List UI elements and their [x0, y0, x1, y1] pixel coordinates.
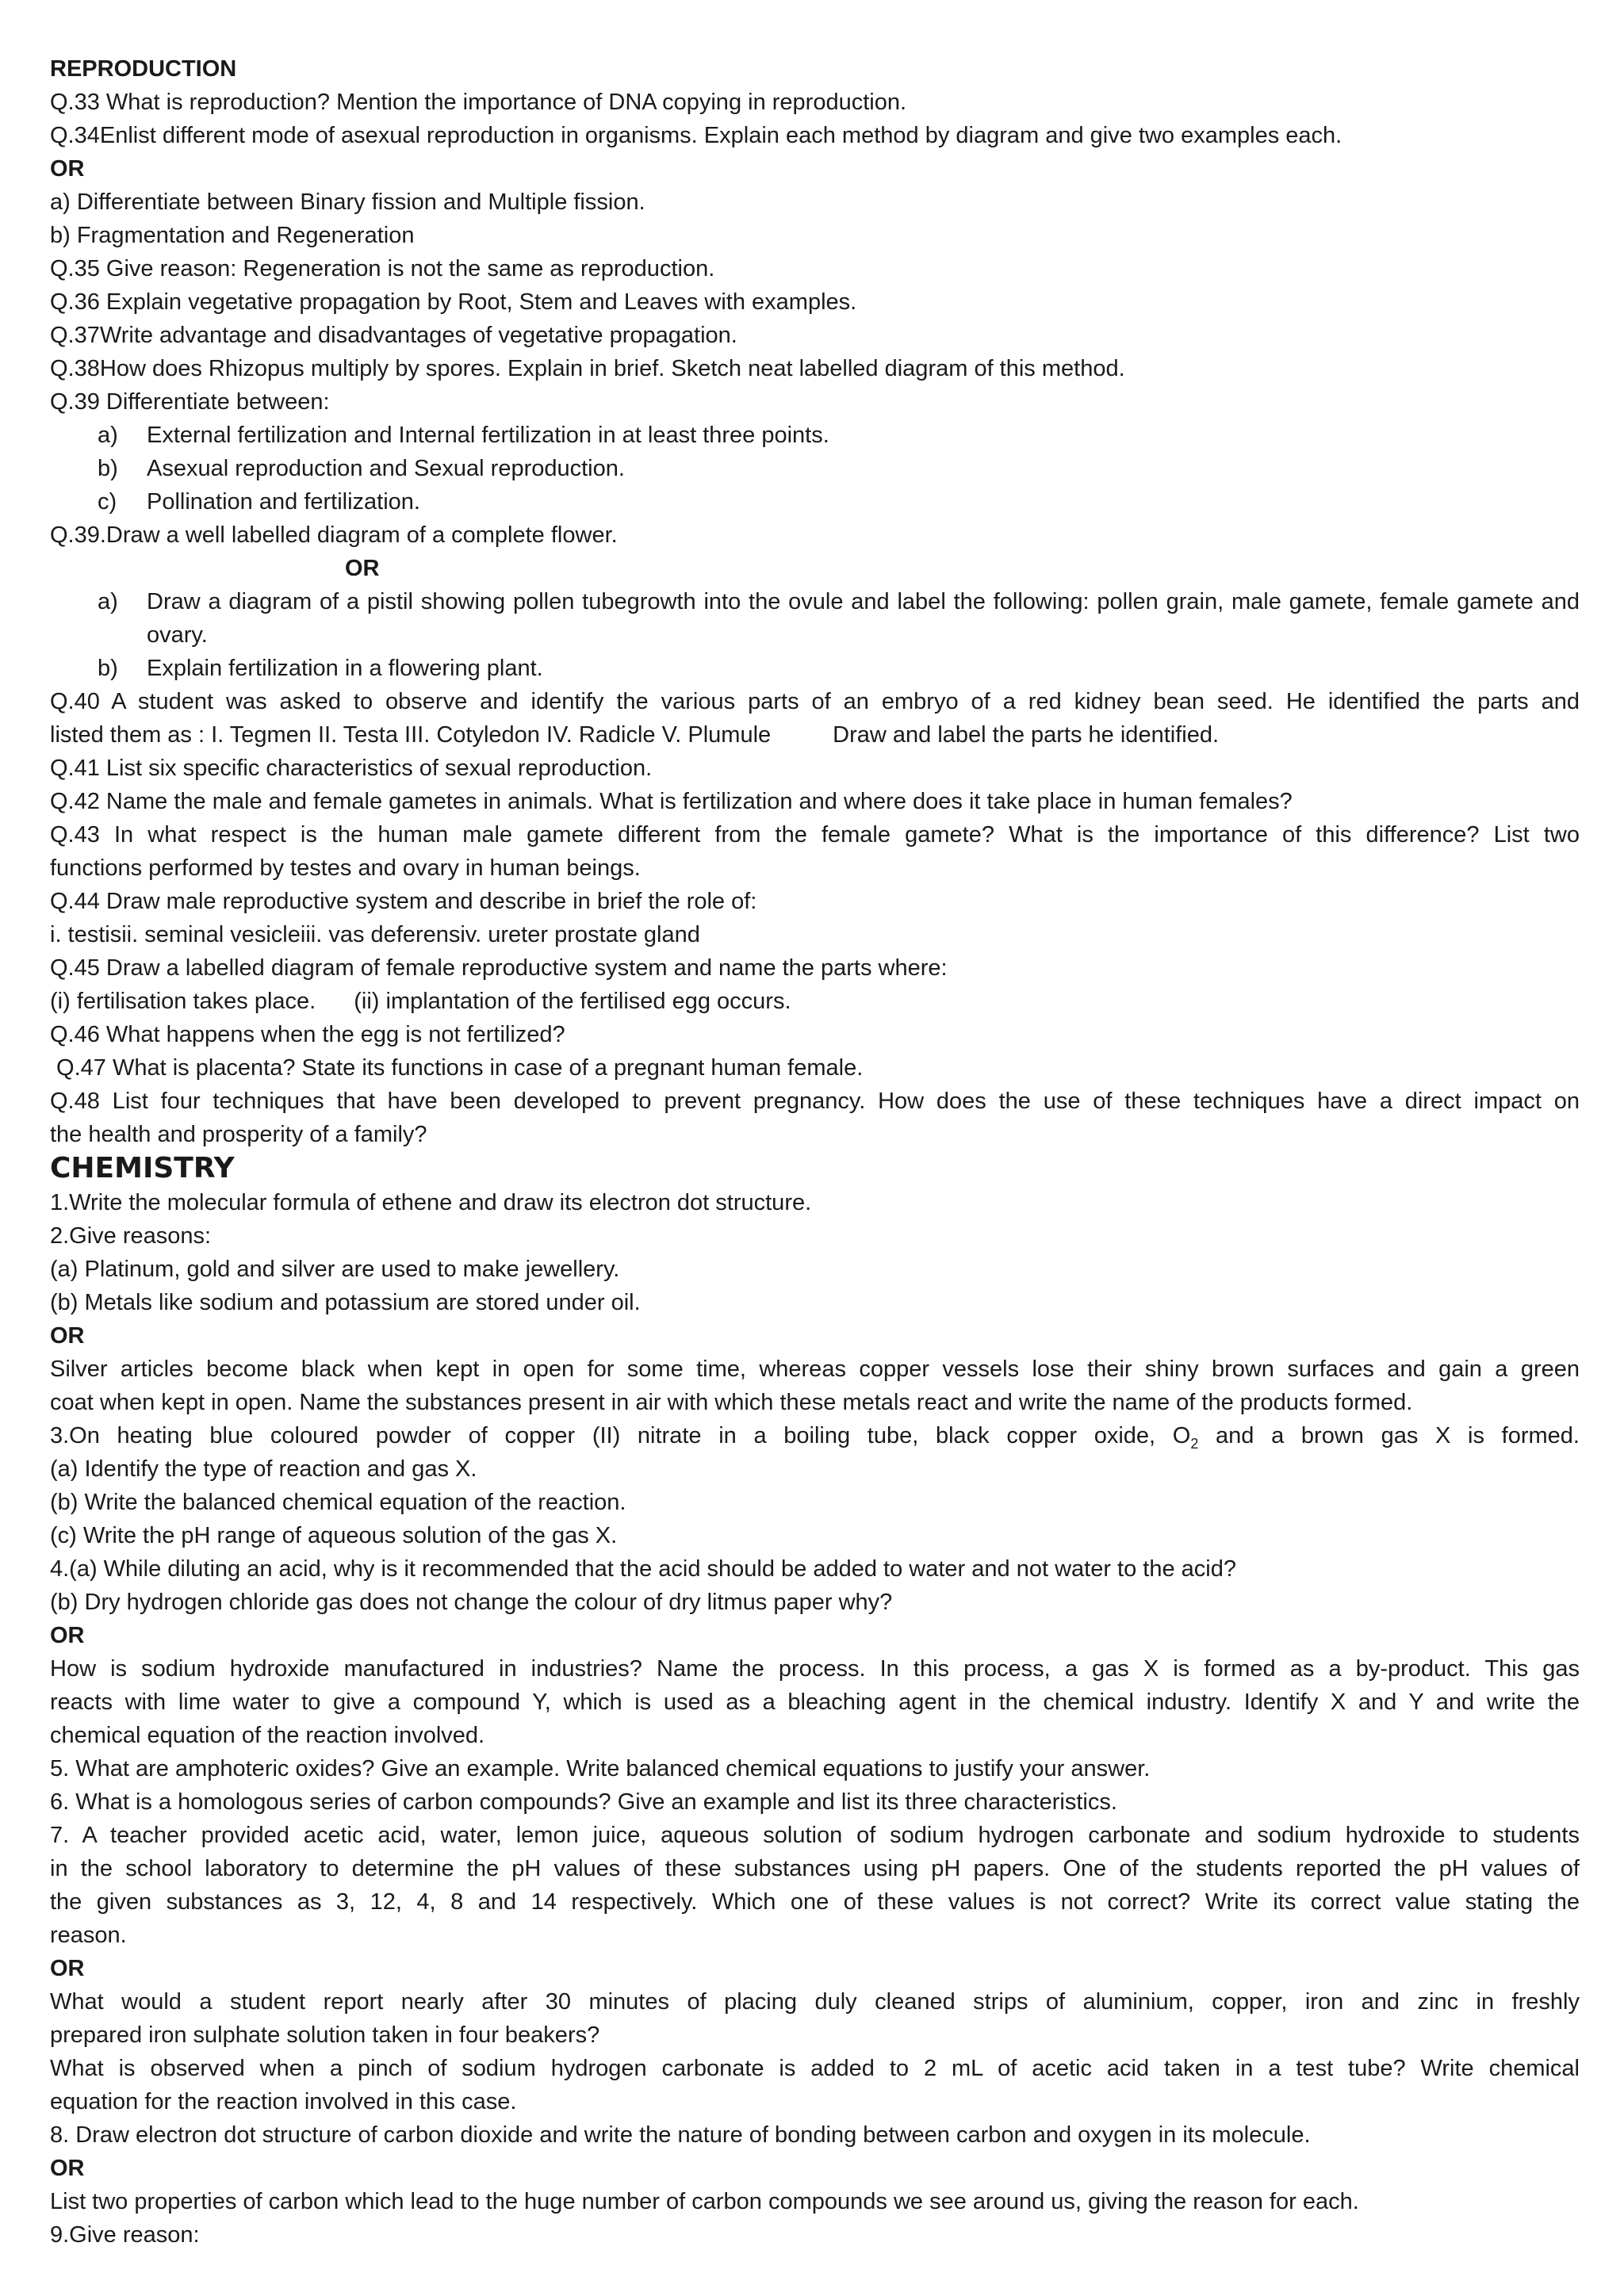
chem-question-2: 2.Give reasons:: [50, 1223, 212, 1249]
question-37: Q.37Write advantage and disadvantages of vegetative propagation.: [50, 323, 737, 348]
list-item: [50, 419, 1580, 452]
list-item: [50, 585, 1580, 652]
question-45: Q.45 Draw a labelled diagram of female reproductive system and name the parts where:: [50, 955, 948, 981]
or-label: OR: [50, 1956, 85, 1981]
question-35: Q.35 Give reason: Regeneration is not the same as reproduction.: [50, 256, 715, 281]
or-label: OR: [50, 1323, 85, 1349]
subscript: 2: [1190, 1435, 1199, 1452]
question-46: Q.46 What happens when the egg is not fertilized?: [50, 1022, 565, 1047]
chem-question-7-or-line-3: What is observed when a pinch of sodium hydrogen carbonate is added to 2 mL of acetic acid taken in a test tube? Write chemical: [50, 2056, 1580, 2081]
question-45-option-ii: (ii) implantation of the fertilised egg occurs.: [354, 989, 791, 1014]
list-text: Pollination and fertilization.: [147, 489, 420, 515]
question-39: Q.39 Differentiate between:: [50, 389, 330, 415]
chem-question-8-or: List two properties of carbon which lead to the huge number of carbon compounds we see around us, giving the reason for each.: [50, 2189, 1359, 2214]
question-34-option-a: a) Differentiate between Binary fission and Multiple fission.: [50, 189, 645, 215]
reproduction-section: [50, 52, 1580, 1151]
question-43-line-1: Q.43 In what respect is the human male gamete different from the female gamete? What is the importance of this difference? List two: [50, 822, 1580, 848]
list-text: Asexual reproduction and Sexual reproduction.: [147, 456, 625, 481]
question-36: Q.36 Explain vegetative propagation by Root, Stem and Leaves with examples.: [50, 289, 857, 315]
or-label: OR: [345, 556, 380, 581]
chem-question-7-or-line-4: equation for the reaction involved in this case.: [50, 2089, 517, 2114]
chem-question-3c: (c) Write the pH range of aqueous solution of the gas X.: [50, 1523, 618, 1548]
chem-question-4b: (b) Dry hydrogen chloride gas does not change the colour of dry litmus paper why?: [50, 1590, 893, 1615]
chem-question-3: [50, 1419, 1580, 1452]
chem-question-9: 9.Give reason:: [50, 2222, 200, 2248]
question-38: Q.38How does Rhizopus multiply by spores. Explain in brief. Sketch neat labelled diagram of this method.: [50, 356, 1125, 381]
question-48-line-2: the health and prosperity of a family?: [50, 1122, 427, 1147]
list-text: Draw a diagram of a pistil showing pollen tubegrowth into the ovule and label the following: pollen grain, male gamete, female gamete and ovary.: [147, 589, 1580, 648]
chem-question-2a: (a) Platinum, gold and silver are used to make jewellery.: [50, 1257, 620, 1282]
chem-question-3a: (a) Identify the type of reaction and gas X.: [50, 1456, 477, 1482]
question-41: Q.41 List six specific characteristics of sexual reproduction.: [50, 756, 653, 781]
list-item: [50, 485, 1580, 519]
list-marker: a): [98, 589, 118, 614]
chem-question-3b: (b) Write the balanced chemical equation of the reaction.: [50, 1490, 626, 1515]
question-33: Q.33 What is reproduction? Mention the importance of DNA copying in reproduction.: [50, 90, 907, 115]
question-40-line-1: Q.40 A student was asked to observe and identify the various parts of an embryo of a red kidney bean seed. He identified the parts and: [50, 689, 1580, 714]
list-text: External fertilization and Internal fertilization in at least three points.: [147, 423, 829, 448]
chem-question-7-or-line-2: prepared iron sulphate solution taken in four beakers?: [50, 2022, 600, 2048]
chemistry-section: [50, 1151, 1580, 2252]
question-44: Q.44 Draw male reproductive system and describe in brief the role of:: [50, 889, 757, 914]
chem-question-4a: 4.(a) While diluting an acid, why is it recommended that the acid should be added to water and not water to the acid?: [50, 1556, 1236, 1582]
or-label: OR: [50, 1623, 85, 1648]
chem-question-6: 6. What is a homologous series of carbon compounds? Give an example and list its three characteristics.: [50, 1789, 1117, 1815]
question-40-line-2: [50, 718, 1580, 752]
question-40-parts: listed them as : I. Tegmen II. Testa III. Cotyledon IV. Radicle V. Plumule: [50, 722, 772, 748]
question-45-option-i: (i) fertilisation takes place.: [50, 989, 316, 1014]
chem-question-3-text: 3.On heating blue coloured powder of copper (II) nitrate in a boiling tube, black copper oxide, O: [50, 1423, 1191, 1448]
chem-question-3-text-end: and a brown gas X is formed.: [1198, 1423, 1580, 1448]
list-marker: c): [98, 489, 117, 515]
question-40-instruction: Draw and label the parts he identified.: [833, 722, 1220, 748]
question-39-flower: Q.39.Draw a well labelled diagram of a complete flower.: [50, 522, 618, 548]
or-label: OR: [50, 2156, 85, 2181]
question-42: Q.42 Name the male and female gametes in animals. What is fertilization and where does it take place in human females?: [50, 789, 1293, 814]
chem-question-1: 1.Write the molecular formula of ethene and draw its electron dot structure.: [50, 1190, 812, 1215]
list-text: Explain fertilization in a flowering plant.: [147, 656, 543, 681]
list-item: [50, 452, 1580, 485]
question-47: Q.47 What is placenta? State its functions in case of a pregnant human female.: [50, 1055, 864, 1081]
chem-question-7-line-2: in the school laboratory to determine the pH values of these substances using pH papers. One of the students reported the pH values of: [50, 1856, 1580, 1881]
chem-question-8: 8. Draw electron dot structure of carbon dioxide and write the nature of bonding between carbon and oxygen in its molecule.: [50, 2122, 1311, 2148]
list-marker: b): [98, 656, 118, 681]
question-34: Q.34Enlist different mode of asexual reproduction in organisms. Explain each method by diagram and give two examples each.: [50, 123, 1342, 148]
list-marker: b): [98, 456, 118, 481]
chem-question-4-or-line-1: How is sodium hydroxide manufactured in industries? Name the process. In this process, a gas X is formed as a by-product. This gas: [50, 1656, 1580, 1682]
chem-question-2-or-line-1: Silver articles become black when kept in open for some time, whereas copper vessels lose their shiny brown surfaces and gain a green: [50, 1357, 1580, 1382]
chem-question-5: 5. What are amphoteric oxides? Give an example. Write balanced chemical equations to justify your answer.: [50, 1756, 1151, 1781]
question-45-options: [50, 985, 1580, 1018]
chem-question-2-or-line-2: coat when kept in open. Name the substances present in air with which these metals react and write the name of the products formed.: [50, 1390, 1413, 1415]
or-label: OR: [50, 156, 85, 182]
question-34-option-b: b) Fragmentation and Regeneration: [50, 223, 415, 248]
list-item: [50, 652, 1580, 685]
list-marker: a): [98, 423, 118, 448]
chem-question-4-or-line-2: reacts with lime water to give a compound Y, which is used as a bleaching agent in the chemical industry. Identify X and Y and write the: [50, 1689, 1580, 1715]
chem-question-7-or-line-1: What would a student report nearly after 30 minutes of placing duly cleaned strips of aluminium, copper, iron and zinc in freshly: [50, 1989, 1580, 2015]
chem-question-7-line-3: the given substances as 3, 12, 4, 8 and 14 respectively. Which one of these values is not correct? Write its correct value stating the: [50, 1889, 1580, 1915]
question-44-parts: i. testisii. seminal vesicleiii. vas deferensiv. ureter prostate gland: [50, 922, 700, 947]
question-48-line-1: Q.48 List four techniques that have been developed to prevent pregnancy. How does the use of these techniques have a direct impact on: [50, 1089, 1580, 1114]
chem-question-7-line-4: reason.: [50, 1923, 127, 1948]
section-heading-reproduction: REPRODUCTION: [50, 56, 237, 82]
chem-question-2b: (b) Metals like sodium and potassium are stored under oil.: [50, 1290, 641, 1315]
section-heading-chemistry: CHEMISTRY: [50, 1152, 235, 1184]
question-43-line-2: functions performed by testes and ovary in human beings.: [50, 855, 641, 881]
chem-question-7-line-1: 7. A teacher provided acetic acid, water, lemon juice, aqueous solution of sodium hydrogen carbonate and sodium hydroxide to students: [50, 1823, 1580, 1848]
chem-question-4-or-line-3: chemical equation of the reaction involved.: [50, 1723, 485, 1748]
